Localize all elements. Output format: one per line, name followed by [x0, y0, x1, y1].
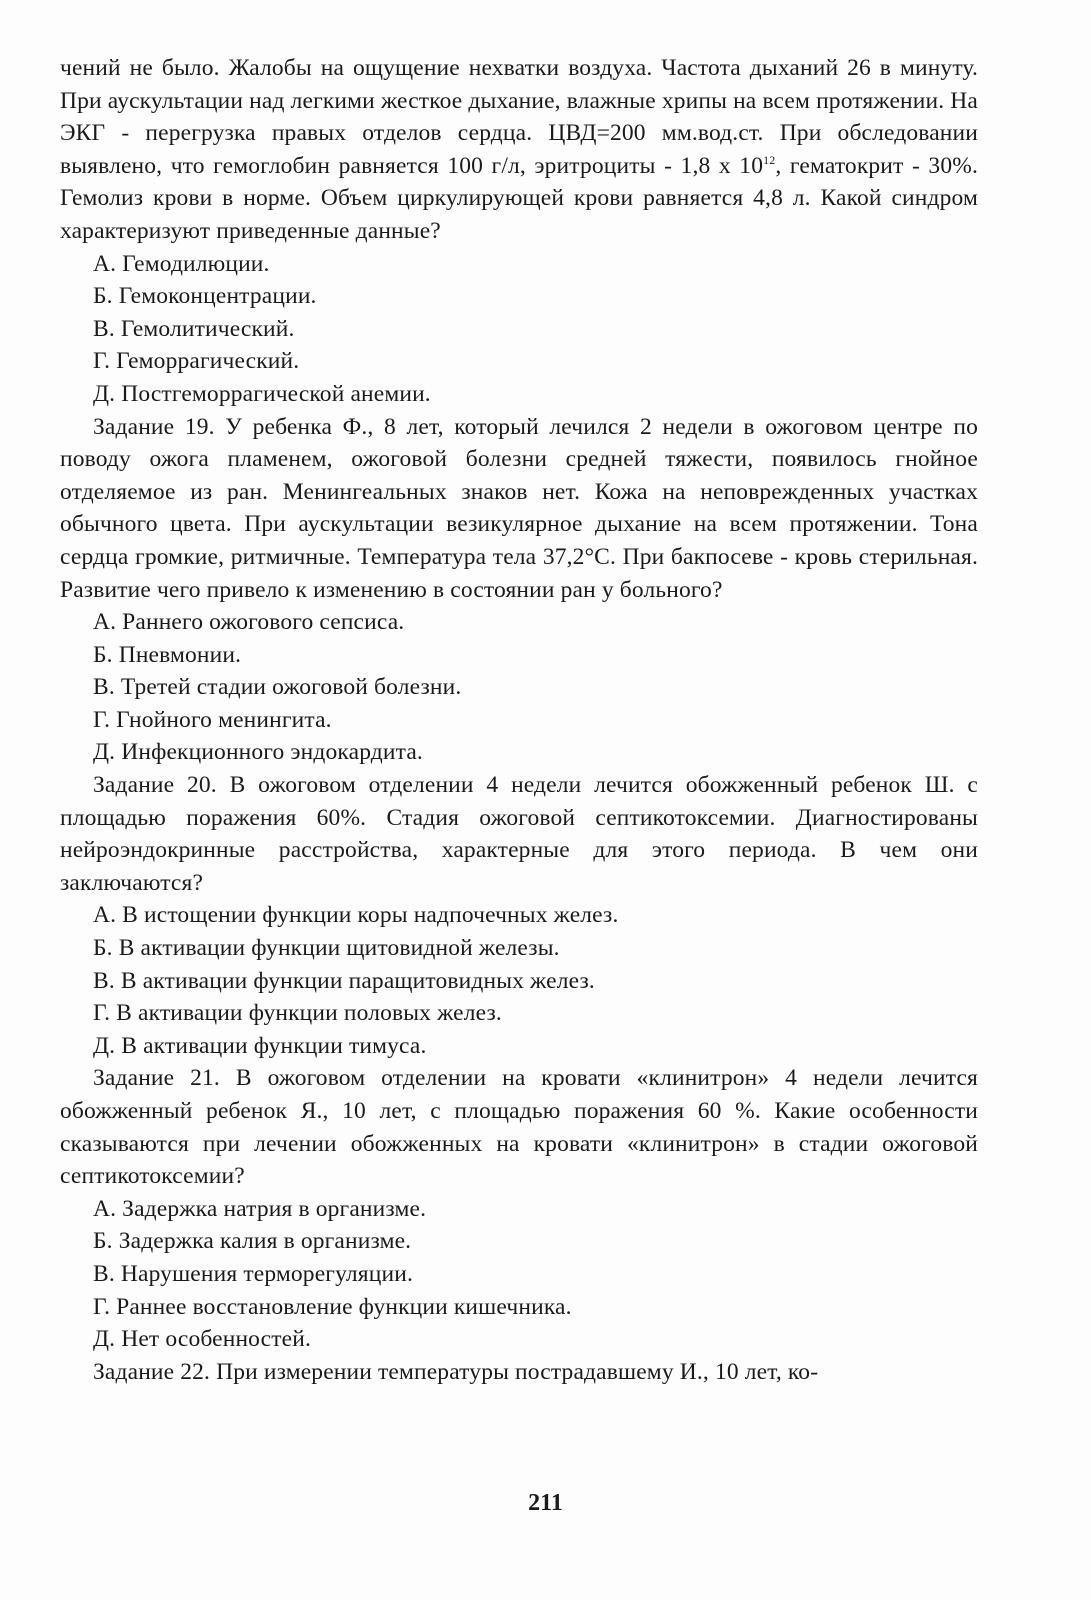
- answer-option: В. Гемолитический.: [93, 315, 295, 342]
- answer-option: А. Задержка натрия в организме.: [93, 1195, 427, 1222]
- answer-option: В. Нарушения терморегуляции.: [93, 1260, 413, 1287]
- answer-option: Б. Пневмонии.: [93, 641, 242, 668]
- exponent: 12: [763, 152, 776, 167]
- page-text: [60, 52, 978, 1388]
- answer-option: В. Третей стадии ожоговой болезни.: [93, 674, 462, 701]
- task-19-text: Задание 19. У ребенка Ф., 8 лет, который лечился 2 недели в ожоговом центре по поводу ожога пламенем, ожоговой болезни средней тяжести, появилось гнойное отделяемое из ран. Менингеальных знаков нет. Кожа на неповрежденных участках обычного цвета. При аускультации везикулярное дыхание на всем протяжении. Тона сердца громкие, ритмичные. Температура тела 37,2°С. При бакпосеве - кровь стерильная. Развитие чего привело к изменению в состоянии ран у больного?: [60, 413, 978, 603]
- task-21-text: Задание 21. В ожоговом отделении на кровати «клинитрон» 4 недели лечится обожженный ребенок Я., 10 лет, с площадью поражения 60 %. Какие особенности сказываются при лечении обожженных на кровати «клинитрон» в стадии ожоговой септикотоксемии?: [60, 1065, 978, 1190]
- paragraph-text: чений не было. Жалобы на ощущение нехватки воздуха. Частота дыханий 26 в минуту. При аускультации над легкими жесткое дыхание, влажные хрипы на всем протяжении. На ЭКГ - перегрузка правых отделов сердца. ЦВД=200 мм.вод.ст. При обследовании выявлено, что гемоглобин равняется 100 г/л, эритроциты - 1,8 х 10: [60, 55, 978, 179]
- answer-option: Б. Задержка калия в организме.: [93, 1228, 412, 1255]
- page-number: 211: [528, 1490, 563, 1516]
- answer-option: Д. Постгеморрагической анемии.: [93, 380, 431, 407]
- task-20-text: Задание 20. В ожоговом отделении 4 недели лечится обожженный ребенок Ш. с площадью поражения 60%. Стадия ожоговой септикотоксемии. Диагностированы нейроэндокринные расстройства, характерные для этого периода. В чем они заключаются?: [60, 772, 978, 896]
- paragraph-continuation: [60, 52, 978, 248]
- answer-option: Д. Инфекционного эндокардита.: [93, 739, 423, 766]
- answer-option: Г. В активации функции половых желез.: [93, 1000, 502, 1027]
- answer-option: Б. В активации функции щитовидной железы.: [93, 935, 560, 962]
- answer-option: Д. В активации функции тимуса.: [93, 1032, 427, 1059]
- answer-option: А. Гемодилюции.: [93, 250, 270, 277]
- answer-option: А. Раннего ожогового сепсиса.: [93, 609, 405, 636]
- answer-option: В. В активации функции паращитовидных желез.: [93, 967, 595, 994]
- answer-option: Б. Гемоконцентрации.: [93, 283, 317, 310]
- answer-option: Г. Раннее восстановление функции кишечника.: [93, 1293, 572, 1320]
- paragraph-text: , гематокрит - 30%. Гемолиз крови в норме. Объем циркулирующей крови равняется 4,8 л. Какой синдром характеризуют приведенные данные?: [60, 152, 978, 244]
- answer-option: Г. Геморрагический.: [93, 348, 300, 375]
- answer-option: Г. Гнойного менингита.: [93, 706, 332, 733]
- answer-option: А. В истощении функции коры надпочечных желез.: [93, 902, 619, 929]
- answer-option: Д. Нет особенностей.: [93, 1326, 311, 1353]
- task-22-text: Задание 22. При измерении температуры пострадавшему И., 10 лет, ко-: [93, 1358, 819, 1385]
